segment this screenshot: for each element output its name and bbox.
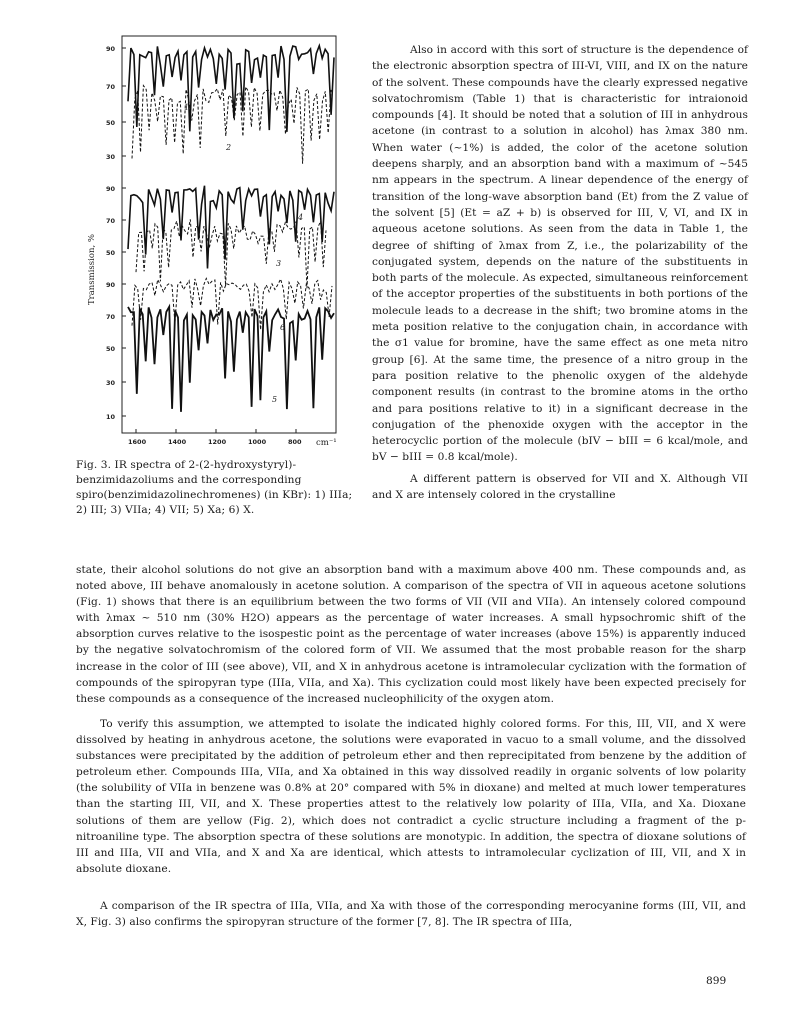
curve-number-label: 3 [276, 259, 282, 268]
x-tick-label: 1600 [128, 438, 147, 446]
x-tick-group [128, 429, 302, 446]
page-number: 899 [706, 975, 727, 987]
x-tick-label: 1400 [168, 438, 187, 446]
curve-number-label: 6 [280, 323, 286, 332]
y-tick-label: 50 [106, 345, 116, 353]
body-paragraph-3 [76, 898, 746, 930]
curve-number-label: 1 [184, 103, 190, 112]
y-tick-label: 70 [106, 313, 116, 321]
y-tick-label: 30 [106, 153, 116, 161]
curve-number-label: 4 [298, 213, 304, 222]
y-tick-label: 30 [106, 379, 116, 387]
y-tick-label: 90 [106, 185, 116, 193]
paragraph-verify: To verify this assumption, we attempted to isolate the indicated highly colored forms. For this, III, VII, and X were dissolved by heating in anhydrous acetone, the solutions were evaporated in vacuo to a small volume, and the dissolved substances were precipitated by the addition of petroleum ether and then reprecipitated from benzene by the addition of petroleum ether. Compounds IIIa, VIIa, and Xa obtained in this way dissolved readily in organic solvents of low polarity (the solubility of VIIa in benzene was 0.8% at 20° compared with 5% in dioxane) and melted at much lower temperatures than the starting III, VII, and X. These properties attest to the relatively low polarity of IIIa, VIIa, and Xa. Dioxane solutions of them are yellow (Fig. 2), which does not contradict a cyclic structure including a fragment of the p-nitroaniline type. The absorption spectra of these solutions are monotypic. In addition, the spectra of dioxane solutions of III and IIIa, VII and VIIa, and X and Xa are identical, which attests to intramolecular cyclization of III, VII, and X in absolute dioxane. [76, 718, 746, 875]
y-tick-label: 70 [106, 217, 116, 225]
y-tick-label: 50 [106, 119, 116, 127]
caption-text: IR spectra of 2-(2-hydroxystyryl)-benzimidazoliums and the corresponding spiro(benzimidazolinechromenes) (in KBr): 1) IIIa; 2) III; 3) VIIa; 4) VII; 5) Xa; 6) X. [76, 459, 353, 516]
figure-caption [76, 458, 356, 518]
x-axis-unit: cm⁻¹ [316, 438, 337, 448]
right-paragraph-1: Also in accord with this sort of structure is the dependence of the electronic absorption spectra of III-VI, VIII, and IX on the nature of the solvent. These compounds have the clearly expressed negative solvatochromism (Table 1) that is characteristic for intraionoid compounds [4]. It should be noted that a solution of III in anhydrous acetone (in contrast to a solution in alcohol) has λmax 380 nm. When water (~1%) is added, the color of the acetone solution deepens sharply, and an absorption band with a maximum of ~545 nm appears in the spectrum. A linear dependence of the energy of transition of the long-wave absorption band (Et) from the Z value of the solvent [5] (Et = aZ + b) is observed for III, V, VI, and IX in aqueous acetone solutions. As seen from the data in Table 1, the degree of shifting of λmax from Z, i.e., the polarizability of the conjugated system, depends on the nature of the substituents in both parts of the molecule. As expected, simultaneous reinforcement of the acceptor properties of the substituents in both portions of the molecule leads to a decrease in the shift; two bromine atoms in the meta position relative to the conjugation chain, in accordance with the σ1 value for bromine, have the same effect as one meta nitro group [6]. At the same time, the presence of a nitro group in the para position relative to the phenolic oxygen of the aldehyde component results (in contrast to the bromine atoms in the ortho and para positions relative to it) in a significant decrease in the conjugation of the phenoxide oxygen with the acceptor in the heterocyclic portion of the molecule (bIV − bIII = 6 kcal/mole, and bV − bIII = 0.8 kcal/mole). [372, 44, 748, 464]
body-continuation [76, 562, 746, 707]
x-tick-label: 1000 [248, 438, 267, 446]
continuation-paragraph: state, their alcohol solutions do not give an absorption band with a maximum above 400 nm. These compounds and, as noted above, III behave anomalously in acetone solution. A comparison of the spectra of VII in aqueous acetone solutions (Fig. 1) shows that there is an equilibrium between the two forms of VII (VII and VIIa). An intensely colored compound with λmax ~ 510 nm (30% H2O) appears as the percentage of water increases. A small hypsochromic shift of the absorption curves relative to the isospestic point as the percentage of water increases (above 15%) is apparently induced by the negative solvatochromism of the colored form of VII. We assumed that the most probable reason for the sharp increase in the color of III (see above), VII, and X in anhydrous acetone is intramolecular cyclization with the formation of compounds of the spiropyran type (IIIa, VIIa, and Xa). This cyclization could most likely have been expected precisely for these compounds as a consequence of the increased nucleophilicity of the oxygen atom. [76, 564, 746, 705]
y-tick-label: 10 [106, 413, 116, 421]
right-column-text [372, 42, 748, 503]
x-tick-label: 800 [288, 438, 302, 446]
y-tick-label: 50 [106, 249, 116, 257]
curve-2 [132, 86, 331, 164]
ir-spectra-plot [76, 30, 376, 450]
curve-1 [128, 46, 334, 132]
caption-label: Fig. 3. [76, 459, 112, 471]
body-paragraph-2 [76, 716, 746, 877]
curve-4 [136, 219, 326, 288]
curve-5 [128, 307, 334, 412]
y-tick-group [106, 45, 126, 421]
y-tick-label: 70 [106, 83, 116, 91]
curve-number-label: 2 [226, 143, 232, 152]
y-axis-label: Transmission, % [87, 234, 97, 305]
ir-spectra-figure [76, 30, 376, 450]
y-tick-label: 90 [106, 45, 116, 53]
y-tick-label: 90 [106, 281, 116, 289]
curve-number-label: 5 [272, 395, 278, 404]
spectra-curves [128, 46, 334, 412]
paragraph-comparison: A comparison of the IR spectra of IIIa, VIIa, and Xa with those of the corresponding merocyanine forms (III, VII, and X, Fig. 3) also confirms the spiropyran structure of the former [7, 8]. The IR spectra of IIIa, [76, 900, 746, 929]
x-tick-label: 1200 [208, 438, 227, 446]
right-paragraph-2: A different pattern is observed for VII and X. Although VII and X are intensely colored in the crystalline [372, 472, 748, 502]
